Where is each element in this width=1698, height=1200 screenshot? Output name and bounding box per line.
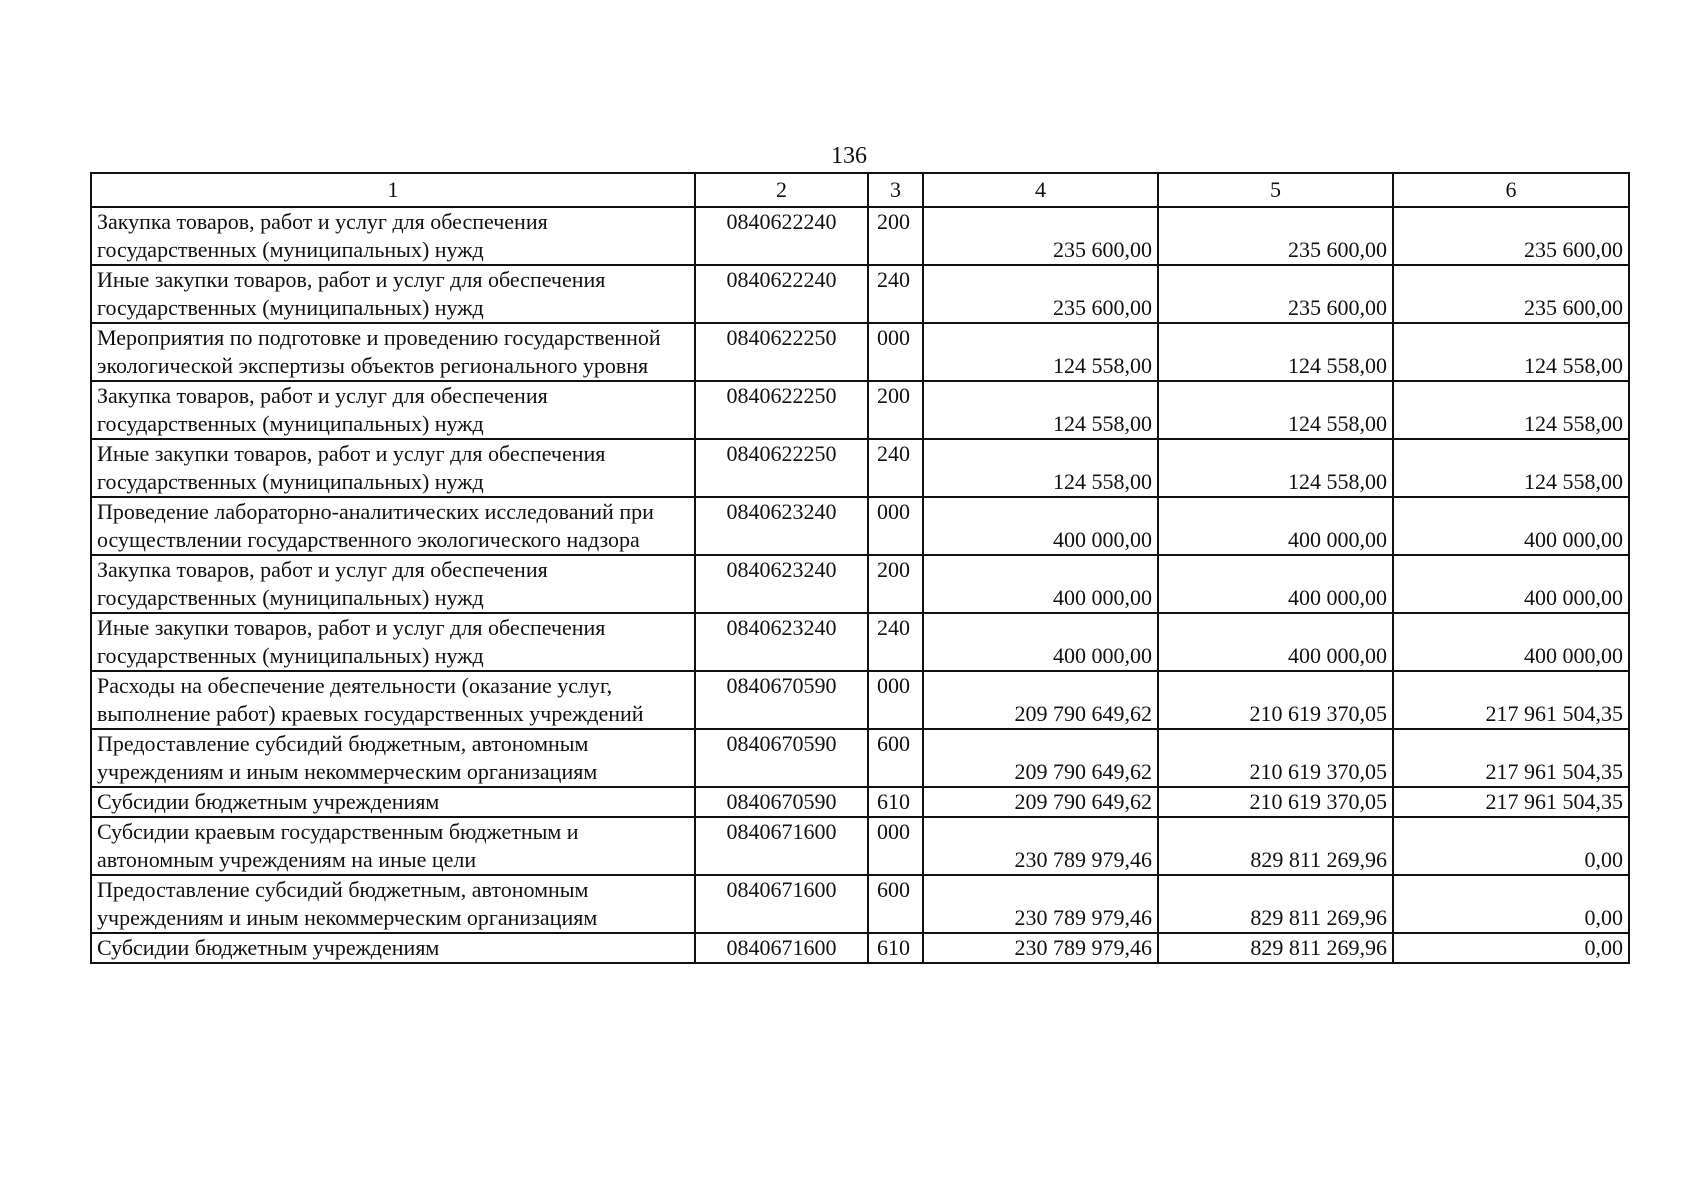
row-target-code: 0840670590 <box>695 729 868 787</box>
row-description: Иные закупки товаров, работ и услуг для обеспечения государственных (муниципальных) нужд <box>91 439 695 497</box>
table-row <box>91 497 1629 555</box>
row-amount-5: 235 600,00 <box>1158 265 1393 323</box>
row-amount-6: 217 961 504,35 <box>1393 729 1629 787</box>
column-header: 3 <box>868 173 923 207</box>
row-amount-6: 400 000,00 <box>1393 497 1629 555</box>
row-amount-5: 400 000,00 <box>1158 555 1393 613</box>
row-expense-type: 240 <box>868 265 923 323</box>
row-amount-4: 230 789 979,46 <box>923 875 1158 933</box>
row-amount-5: 829 811 269,96 <box>1158 817 1393 875</box>
row-expense-type: 200 <box>868 207 923 265</box>
row-amount-6: 235 600,00 <box>1393 207 1629 265</box>
row-target-code: 0840622250 <box>695 439 868 497</box>
column-header: 5 <box>1158 173 1393 207</box>
row-description: Субсидии краевым государственным бюджетным и автономным учреждениям на иные цели <box>91 817 695 875</box>
row-description: Субсидии бюджетным учреждениям <box>91 933 695 963</box>
row-expense-type: 000 <box>868 817 923 875</box>
row-expense-type: 610 <box>868 787 923 817</box>
row-amount-5: 829 811 269,96 <box>1158 875 1393 933</box>
budget-table <box>90 172 1630 964</box>
row-amount-5: 124 558,00 <box>1158 439 1393 497</box>
row-description: Закупка товаров, работ и услуг для обеспечения государственных (муниципальных) нужд <box>91 555 695 613</box>
table-row <box>91 555 1629 613</box>
row-expense-type: 240 <box>868 439 923 497</box>
row-amount-4: 235 600,00 <box>923 207 1158 265</box>
row-expense-type: 600 <box>868 875 923 933</box>
row-target-code: 0840622240 <box>695 265 868 323</box>
row-amount-6: 217 961 504,35 <box>1393 671 1629 729</box>
row-amount-6: 0,00 <box>1393 933 1629 963</box>
row-expense-type: 000 <box>868 497 923 555</box>
row-target-code: 0840671600 <box>695 875 868 933</box>
row-amount-4: 400 000,00 <box>923 497 1158 555</box>
row-amount-4: 124 558,00 <box>923 381 1158 439</box>
row-description: Расходы на обеспечение деятельности (оказание услуг, выполнение работ) краевых государственных учреждений <box>91 671 695 729</box>
row-description: Проведение лабораторно-аналитических исследований при осуществлении государственного экологического надзора <box>91 497 695 555</box>
row-target-code: 0840623240 <box>695 613 868 671</box>
table-row <box>91 933 1629 963</box>
row-amount-5: 124 558,00 <box>1158 323 1393 381</box>
page-number: 136 <box>831 143 867 169</box>
table-row <box>91 729 1629 787</box>
row-amount-6: 235 600,00 <box>1393 265 1629 323</box>
table-row <box>91 207 1629 265</box>
row-expense-type: 240 <box>868 613 923 671</box>
row-description: Предоставление субсидий бюджетным, автономным учреждениям и иным некоммерческим организациям <box>91 875 695 933</box>
row-target-code: 0840623240 <box>695 497 868 555</box>
table-row <box>91 381 1629 439</box>
row-amount-4: 124 558,00 <box>923 323 1158 381</box>
table-row <box>91 671 1629 729</box>
row-description: Закупка товаров, работ и услуг для обеспечения государственных (муниципальных) нужд <box>91 207 695 265</box>
row-amount-5: 210 619 370,05 <box>1158 729 1393 787</box>
row-description: Субсидии бюджетным учреждениям <box>91 787 695 817</box>
row-target-code: 0840671600 <box>695 817 868 875</box>
row-expense-type: 000 <box>868 671 923 729</box>
row-amount-4: 209 790 649,62 <box>923 671 1158 729</box>
table-row <box>91 613 1629 671</box>
row-expense-type: 200 <box>868 555 923 613</box>
row-target-code: 0840623240 <box>695 555 868 613</box>
row-amount-5: 210 619 370,05 <box>1158 671 1393 729</box>
row-target-code: 0840622250 <box>695 381 868 439</box>
row-amount-4: 400 000,00 <box>923 555 1158 613</box>
row-expense-type: 610 <box>868 933 923 963</box>
row-amount-6: 124 558,00 <box>1393 381 1629 439</box>
row-target-code: 0840670590 <box>695 671 868 729</box>
table-row <box>91 323 1629 381</box>
row-amount-4: 230 789 979,46 <box>923 817 1158 875</box>
row-amount-5: 400 000,00 <box>1158 497 1393 555</box>
row-amount-6: 0,00 <box>1393 817 1629 875</box>
row-amount-6: 217 961 504,35 <box>1393 787 1629 817</box>
row-expense-type: 200 <box>868 381 923 439</box>
table-row <box>91 817 1629 875</box>
column-header: 2 <box>695 173 868 207</box>
row-target-code: 0840622240 <box>695 207 868 265</box>
row-expense-type: 000 <box>868 323 923 381</box>
row-amount-4: 124 558,00 <box>923 439 1158 497</box>
row-amount-4: 235 600,00 <box>923 265 1158 323</box>
row-amount-5: 124 558,00 <box>1158 381 1393 439</box>
row-description: Закупка товаров, работ и услуг для обеспечения государственных (муниципальных) нужд <box>91 381 695 439</box>
row-amount-5: 210 619 370,05 <box>1158 787 1393 817</box>
row-target-code: 0840671600 <box>695 933 868 963</box>
column-header: 1 <box>91 173 695 207</box>
table-body <box>91 207 1629 963</box>
row-description: Иные закупки товаров, работ и услуг для обеспечения государственных (муниципальных) нужд <box>91 613 695 671</box>
row-expense-type: 600 <box>868 729 923 787</box>
table-row <box>91 787 1629 817</box>
row-amount-6: 400 000,00 <box>1393 613 1629 671</box>
row-description: Предоставление субсидий бюджетным, автономным учреждениям и иным некоммерческим организациям <box>91 729 695 787</box>
row-amount-4: 400 000,00 <box>923 613 1158 671</box>
row-amount-4: 209 790 649,62 <box>923 787 1158 817</box>
row-amount-4: 230 789 979,46 <box>923 933 1158 963</box>
row-amount-6: 0,00 <box>1393 875 1629 933</box>
row-amount-5: 829 811 269,96 <box>1158 933 1393 963</box>
header-row <box>91 173 1629 207</box>
row-target-code: 0840670590 <box>695 787 868 817</box>
row-amount-6: 124 558,00 <box>1393 439 1629 497</box>
row-target-code: 0840622250 <box>695 323 868 381</box>
table-row <box>91 265 1629 323</box>
table-row <box>91 875 1629 933</box>
row-amount-5: 235 600,00 <box>1158 207 1393 265</box>
column-header: 6 <box>1393 173 1629 207</box>
row-amount-6: 400 000,00 <box>1393 555 1629 613</box>
row-description: Иные закупки товаров, работ и услуг для обеспечения государственных (муниципальных) нужд <box>91 265 695 323</box>
row-description: Мероприятия по подготовке и проведению государственной экологической экспертизы объектов регионального уровня <box>91 323 695 381</box>
column-header: 4 <box>923 173 1158 207</box>
row-amount-6: 124 558,00 <box>1393 323 1629 381</box>
row-amount-5: 400 000,00 <box>1158 613 1393 671</box>
table-row <box>91 439 1629 497</box>
row-amount-4: 209 790 649,62 <box>923 729 1158 787</box>
